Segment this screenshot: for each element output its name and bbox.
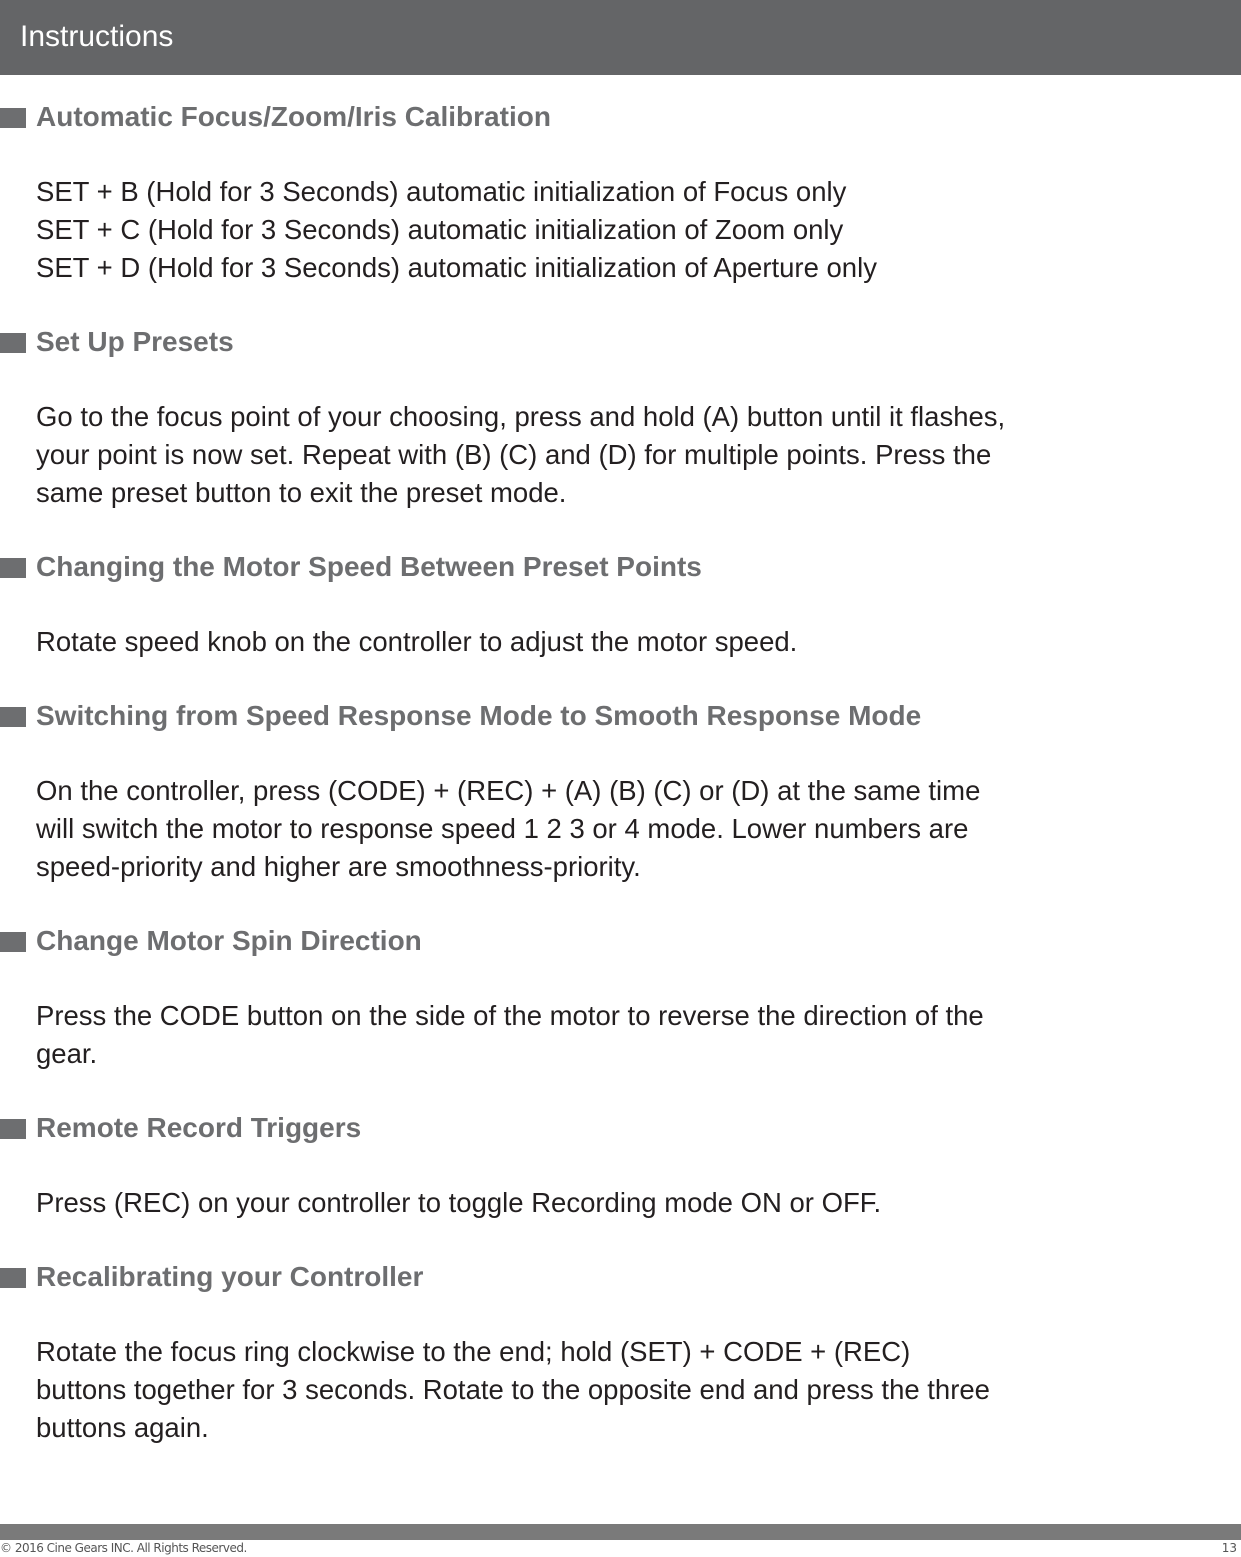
square-bullet-icon (0, 1268, 26, 1288)
square-bullet-icon (0, 1119, 26, 1139)
instruction-section (0, 1258, 1241, 1447)
footer-bar (0, 1524, 1241, 1540)
square-bullet-icon (0, 707, 26, 727)
section-body-line: On the controller, press (CODE) + (REC) + (A) (B) (C) or (D) at the same time (36, 775, 981, 806)
instruction-section (0, 1109, 1241, 1222)
section-body-line: gear. (36, 1038, 98, 1069)
section-body-line: speed-priority and higher are smoothness-priority. (36, 851, 641, 882)
instruction-section (0, 548, 1241, 661)
section-body-line: same preset button to exit the preset mode. (36, 477, 567, 508)
square-bullet-icon (0, 108, 26, 128)
section-heading (0, 922, 1241, 960)
section-body-line: Rotate speed knob on the controller to adjust the motor speed. (36, 626, 798, 657)
square-bullet-icon (0, 333, 26, 353)
section-heading-text: Automatic Focus/Zoom/Iris Calibration (36, 101, 551, 132)
section-body-line: Press (REC) on your controller to toggle Recording mode ON or OFF. (36, 1187, 882, 1218)
section-heading-text: Changing the Motor Speed Between Preset Points (36, 551, 702, 582)
instructions-content (0, 98, 1241, 1483)
instruction-section (0, 323, 1241, 512)
section-heading (0, 548, 1241, 586)
section-body-line: buttons again. (36, 1412, 209, 1443)
section-heading (0, 697, 1241, 735)
section-body-line: Rotate the focus ring clockwise to the end; hold (SET) + CODE + (REC) (36, 1336, 911, 1367)
section-heading-text: Set Up Presets (36, 326, 234, 357)
section-body-line: your point is now set. Repeat with (B) (C) and (D) for multiple points. Press the (36, 439, 992, 470)
page-title: Instructions (20, 20, 174, 53)
instruction-section (0, 922, 1241, 1073)
section-body-line: Go to the focus point of your choosing, press and hold (A) button until it flashes, (36, 401, 1006, 432)
square-bullet-icon (0, 932, 26, 952)
section-heading-text: Switching from Speed Response Mode to Smooth Response Mode (36, 700, 922, 731)
section-body-line: SET + C (Hold for 3 Seconds) automatic initialization of Zoom only (36, 214, 844, 245)
section-body-line: will switch the motor to response speed 1 2 3 or 4 mode. Lower numbers are (36, 813, 969, 844)
section-heading-text: Recalibrating your Controller (36, 1261, 424, 1292)
instruction-section (0, 697, 1241, 886)
section-body-line: buttons together for 3 seconds. Rotate to the opposite end and press the three (36, 1374, 990, 1405)
square-bullet-icon (0, 558, 26, 578)
section-body-line: SET + D (Hold for 3 Seconds) automatic initialization of Aperture only (36, 252, 877, 283)
section-heading-text: Change Motor Spin Direction (36, 925, 422, 956)
section-heading (0, 323, 1241, 361)
section-heading (0, 98, 1241, 136)
section-heading (0, 1109, 1241, 1147)
copyright-text: © 2016 Cine Gears INC. All Rights Reserved. (0, 1541, 247, 1555)
section-body-line: SET + B (Hold for 3 Seconds) automatic initialization of Focus only (36, 176, 847, 207)
header-bar (0, 0, 1241, 75)
section-heading (0, 1258, 1241, 1296)
page-number: 13 (1221, 1541, 1237, 1555)
section-body-line: Press the CODE button on the side of the motor to reverse the direction of the (36, 1000, 984, 1031)
instruction-section (0, 98, 1241, 287)
section-heading-text: Remote Record Triggers (36, 1112, 362, 1143)
